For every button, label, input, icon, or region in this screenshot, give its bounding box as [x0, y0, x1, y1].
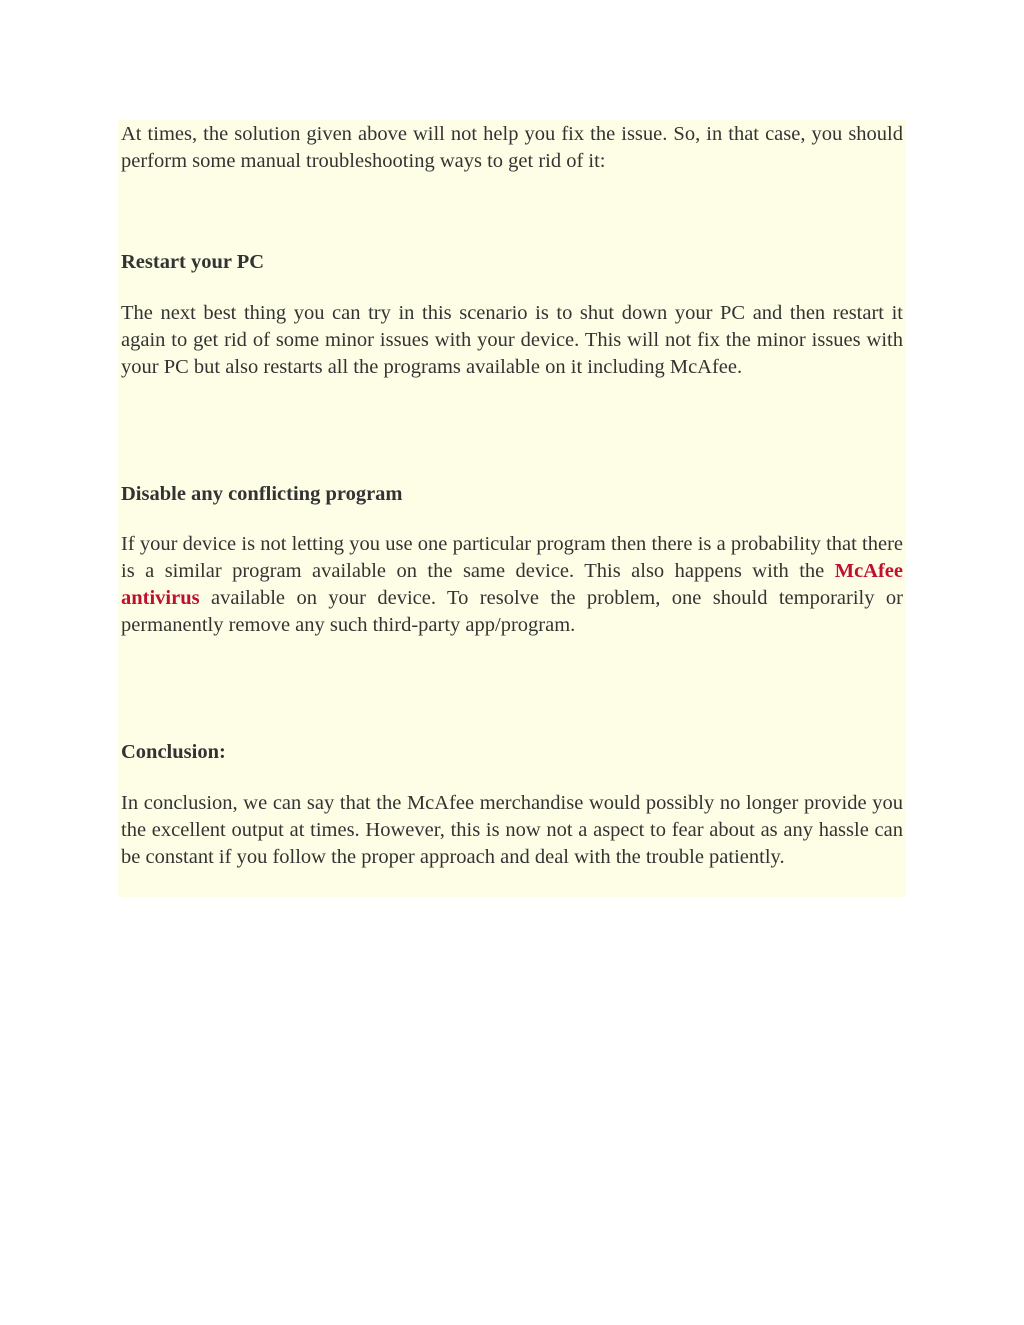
heading-conclusion: Conclusion: [121, 741, 226, 763]
conclusion-paragraph: In conclusion, we can say that the McAfee merchandise would possibly no longer provide you the excellent output at times. However, this is now not a aspect to fear about as any hassle can be constant if you follow the proper approach and deal with the trouble patiently. [121, 792, 903, 868]
heading-restart-pc: Restart your PC [121, 251, 265, 273]
intro-paragraph: At times, the solution given above will not help you fix the issue. So, in that case, you should perform some manual troubleshooting ways to get rid of it: [121, 123, 903, 172]
paragraph-text-after-link: available on your device. To resolve the problem, one should temporarily or permanently remove any such third-party app/program. [121, 587, 903, 636]
restart-pc-paragraph: The next best thing you can try in this scenario is to shut down your PC and then restart it again to get rid of some minor issues with your device. This will not fix the minor issues with your PC but also restarts all the programs available on it including McAfee. [121, 302, 903, 378]
mcafee-antivirus-link[interactable]: McAfee antivirus [121, 560, 903, 609]
heading-disable-conflicting: Disable any conflicting program [121, 483, 403, 505]
paragraph-text-before-link: If your device is not letting you use one particular program then there is a probability that there is a similar program available on the same device. This also happens with the [121, 533, 903, 582]
content-block [118, 120, 906, 897]
disable-conflicting-paragraph [121, 531, 903, 639]
